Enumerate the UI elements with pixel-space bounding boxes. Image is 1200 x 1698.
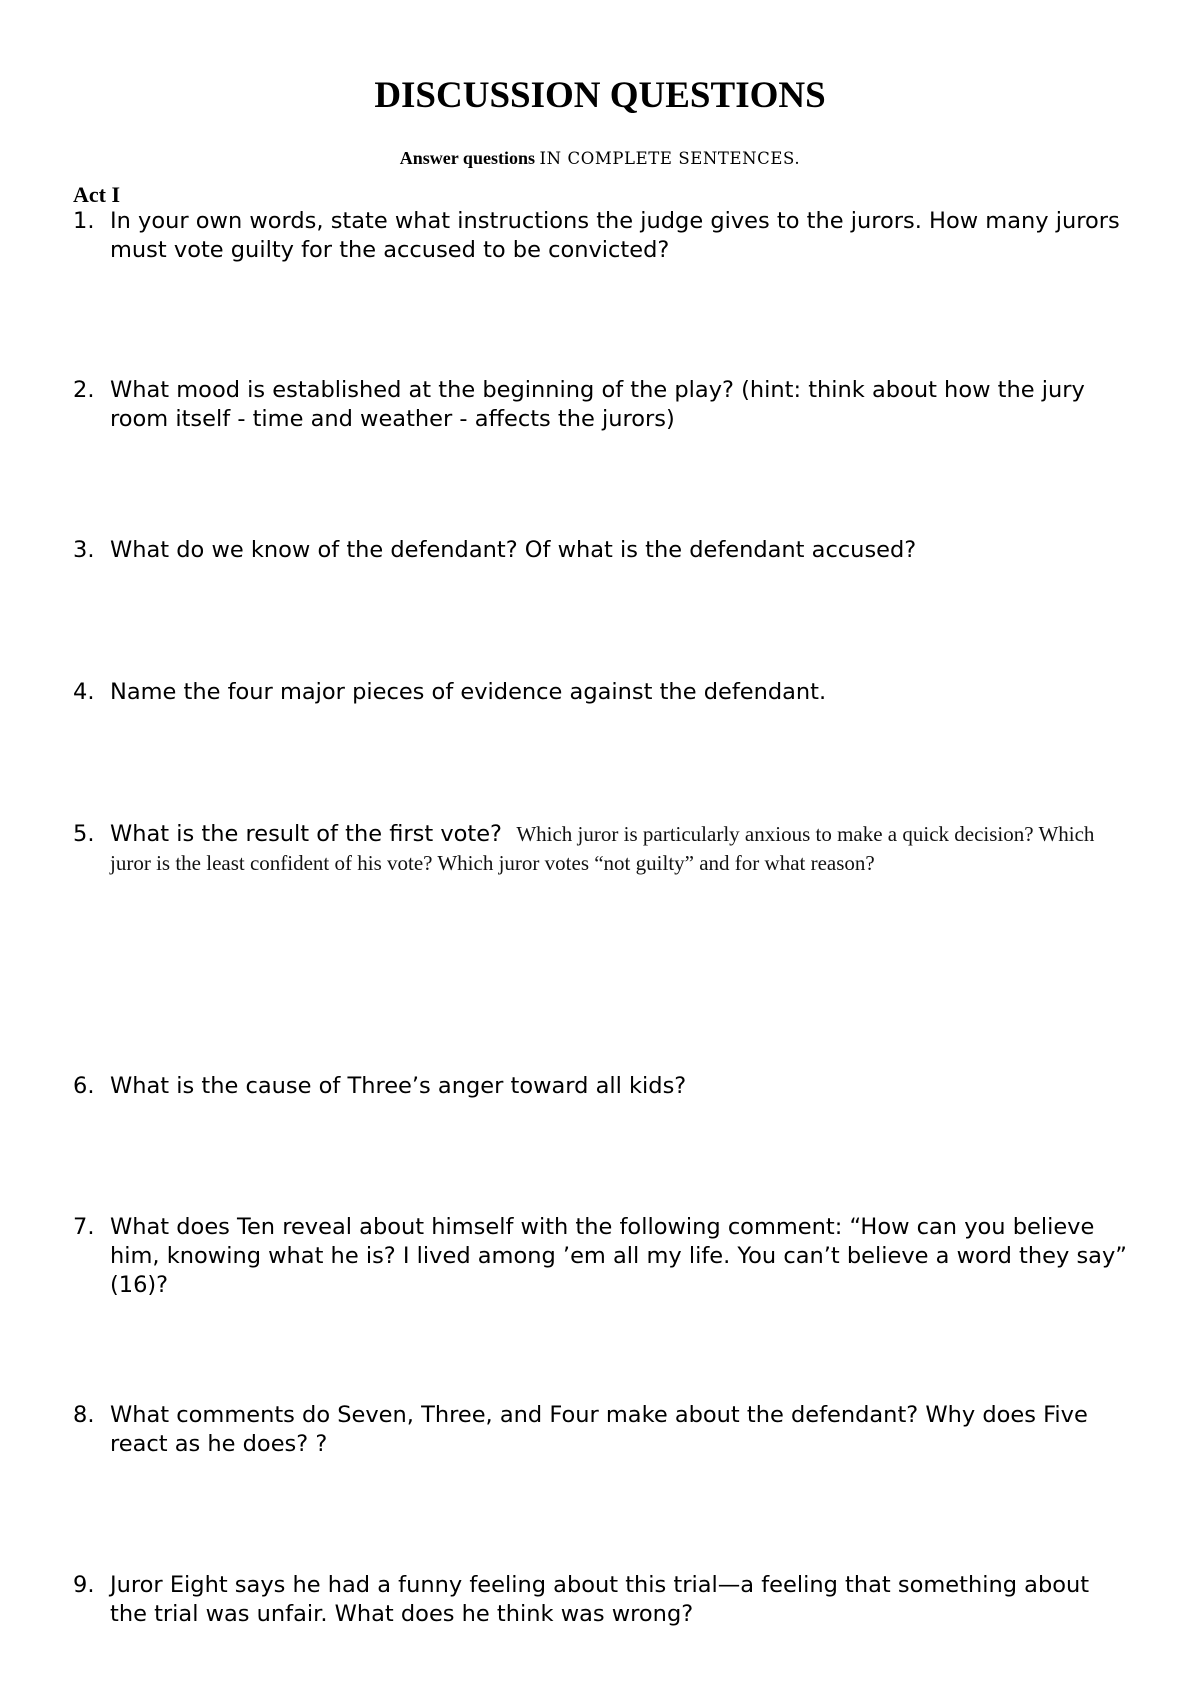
question-text: What mood is established at the beginning of the play? (hint: think about how the jury room itself - time and weather - affects the jurors) — [110, 377, 1085, 432]
section-label: Act I — [73, 182, 121, 207]
question-number: 6. — [73, 1073, 95, 1099]
question-3 — [73, 536, 1133, 565]
question-text: What does Ten reveal about himself with the following comment: “How can you believe him, knowing what he is? I lived among ’em all my life. You can’t believe a word they say” (16)? — [110, 1214, 1127, 1298]
question-text: Juror Eight says he had a funny feeling about this trial—a feeling that something about the trial was unfair. What does he think was wrong? — [110, 1572, 1090, 1627]
instructions-line — [0, 148, 1200, 169]
question-2 — [73, 376, 1133, 434]
instructions-emphasis: IN COMPLETE SENTENCES. — [539, 149, 801, 168]
question-9 — [73, 1571, 1133, 1629]
question-text: What is the result of the first vote? — [110, 821, 503, 847]
question-1 — [73, 207, 1133, 265]
question-number: 1. — [73, 208, 95, 234]
question-number: 5. — [73, 821, 95, 847]
question-text: What comments do Seven, Three, and Four make about the defendant? Why does Five react as he does? ? — [110, 1402, 1088, 1457]
question-number: 9. — [73, 1572, 95, 1598]
question-text: What is the cause of Three’s anger toward all kids? — [110, 1073, 687, 1099]
question-8 — [73, 1401, 1133, 1459]
question-5 — [73, 820, 1133, 878]
question-number: 8. — [73, 1402, 95, 1428]
question-followup: Which juror is particularly anxious to make a quick decision? Which juror is the least confident of his vote? Which juror votes “not guilty” and for what reason? — [110, 822, 1095, 875]
question-text: Name the four major pieces of evidence against the defendant. — [110, 679, 827, 705]
document-title: DISCUSSION QUESTIONS — [374, 75, 826, 116]
instructions-lead: Answer questions — [399, 148, 535, 168]
question-number: 3. — [73, 537, 95, 563]
question-text: What do we know of the defendant? Of what is the defendant accused? — [110, 537, 917, 563]
question-6 — [73, 1072, 1133, 1101]
question-number: 2. — [73, 377, 95, 403]
question-text-block — [110, 820, 1133, 878]
question-text: In your own words, state what instructions the judge gives to the jurors. How many jurors must vote guilty for the accused to be convicted? — [110, 208, 1120, 263]
question-4 — [73, 678, 1133, 707]
question-number: 4. — [73, 679, 95, 705]
question-number: 7. — [73, 1214, 95, 1240]
question-7 — [73, 1213, 1133, 1300]
